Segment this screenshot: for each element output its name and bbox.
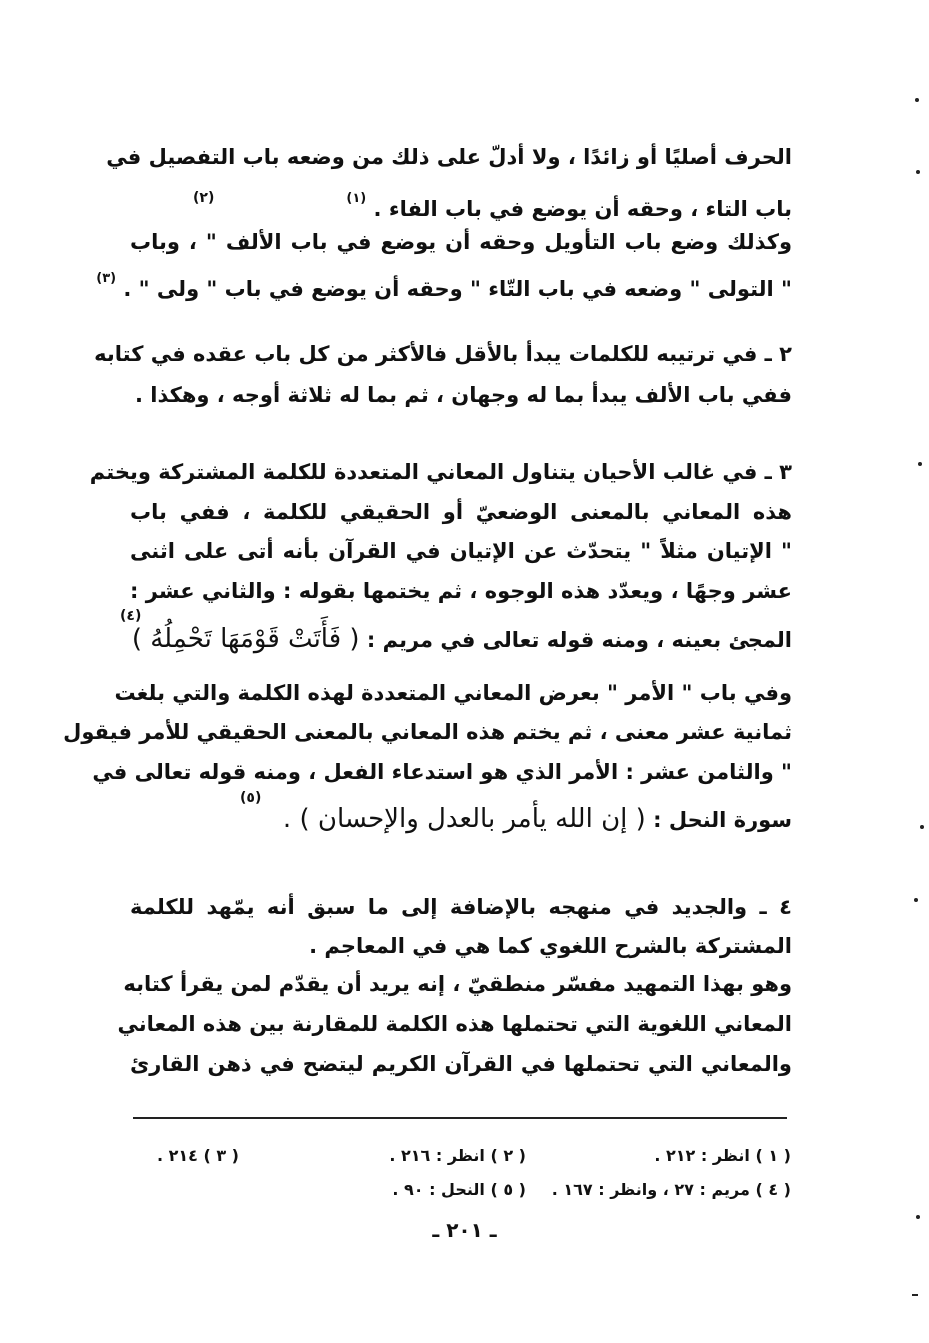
footnote-5: ( ٥ ) النحل : ٩٠ . (392, 1180, 526, 1199)
text-line (130, 185, 792, 223)
footnote-separator (133, 1117, 787, 1119)
text-line-body: باب التاء ، وحقه أن يوضع في باب الفاء . (373, 197, 792, 221)
text-line: ٣ ـ في غالب الأحيان يتناول المعاني المتعددة للكلمة المشتركة ويختم (89, 460, 792, 484)
scan-mark (916, 1215, 920, 1219)
scan-mark (916, 170, 920, 174)
scan-mark (915, 98, 919, 102)
scan-mark (920, 825, 924, 829)
scan-mark (918, 462, 922, 466)
text-line: ٢ ـ في ترتيبه للكلمات يبدأ بالأقل فالأكثر من كل باب عقده في كتابه (94, 342, 792, 366)
page-number: ـ ٢٠١ ـ (432, 1218, 497, 1242)
footnote-2: ( ٢ ) انظر : ٢١٦ . (389, 1146, 526, 1165)
text-line-body: سورة النحل : (653, 808, 792, 832)
text-line (96, 265, 792, 303)
text-line: هذه المعاني بالمعنى الوضعيّ أو الحقيقي للكلمة ، ففي باب (130, 500, 792, 524)
text-line: " الإتيان مثلاً " يتحدّث عن الإتيان في القرآن بأنه أتى على اثنى (130, 539, 792, 563)
text-line: المعاني اللغوية التي تحتملها هذه الكلمة للمقارنة بين هذه المعاني (117, 1012, 792, 1036)
text-line: وهو بهذا التمهيد مفسّر منطقيّ ، إنه يريد أن يقدّم لمن يقرأ كتابه (123, 972, 792, 996)
text-line: الحرف أصليًا أو زائدًا ، ولا أدلّ على ذلك من وضعه باب التفصيل في (106, 145, 792, 169)
text-line: المشتركة بالشرح اللغوي كما هي في المعاجم . (309, 934, 792, 958)
quran-verse: ( فَأَتَتْ قَوْمَهَا تَحْمِلُهُ ) (131, 624, 360, 654)
footnote-ref: (٢) (193, 190, 215, 206)
text-line: عشر وجهًا ، ويعدّد هذه الوجوه ، ثم يختمها بقوله : والثاني عشر : (130, 579, 792, 603)
text-line: والمعاني التي تحتملها في القرآن الكريم ليتضح في ذهن القارئ (130, 1052, 792, 1076)
footnote-4: ( ٤ ) مريم : ٢٧ ، وانظر : ١٦٧ . (551, 1180, 791, 1199)
text-line-body: " التولى " وضعه في باب التّاء " وحقه أن يوضع في باب " ولى " . (123, 277, 792, 301)
footnote-ref: (٥) (240, 790, 262, 806)
footnote-1: ( ١ ) انظر : ٢١٢ . (654, 1146, 791, 1165)
scan-mark (914, 898, 918, 902)
footnote-ref: (٤) (120, 608, 142, 624)
footnote-3: ( ٣ ) ٢١٤ . (156, 1146, 239, 1165)
text-line: ففي باب الألف يبدأ بما له وجهان ، ثم بما له ثلاثة أوجه ، وهكذا . (135, 383, 792, 407)
text-line (130, 625, 792, 654)
footnote-ref: (٣) (96, 271, 117, 286)
text-line-body: المجئ بعينه ، ومنه قوله تعالى في مريم : (366, 628, 792, 652)
text-line: وكذلك وضع باب التأويل وحقه أن يوضع في باب الألف " ، وباب (130, 230, 792, 254)
text-line: " والثامن عشر : الأمر الذي هو استدعاء الفعل ، ومنه قوله تعالى في (92, 760, 792, 784)
scan-mark (912, 1294, 918, 1296)
text-line (130, 805, 792, 834)
footnote-ref: (١) (346, 191, 367, 206)
text-line: ٤ ـ والجديد في منهجه بالإضافة إلى ما سبق أنه يمّهد للكلمة (130, 895, 792, 919)
text-line: ثمانية عشر معنى ، ثم يختم هذه المعاني بالمعنى الحقيقي للأمر فيقول (63, 720, 792, 744)
text-line: وفي باب " الأمر " بعرض المعاني المتعددة لهذه الكلمة والتي بلغت (114, 681, 792, 705)
quran-verse: ( إن الله يأمر بالعدل والإحسان ) . (282, 804, 646, 834)
